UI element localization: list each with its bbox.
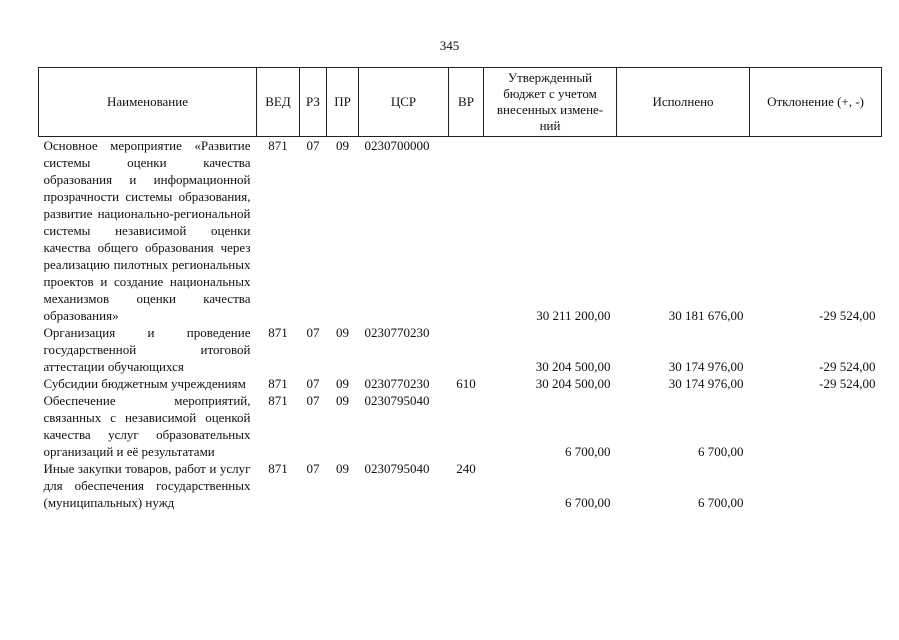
table-row [39,460,882,511]
row-csr: 0230795040 [364,393,430,408]
row-budget: 30 211 200,00 [536,308,611,323]
row-rz: 07 [306,138,320,153]
row-ved: 871 [268,393,288,408]
row-budget: 6 700,00 [565,495,611,510]
row-deviation [750,392,882,460]
row-vr: 240 [456,461,476,476]
row-name: Обеспечение мероприятий, связанных с независимой оценкой качества услуг образовательных организаций и её результатами [43,393,251,459]
row-ved: 871 [268,461,288,476]
row-rz: 07 [306,461,320,476]
header-executed: Исполнено [617,68,750,137]
row-budget: 6 700,00 [565,444,611,459]
row-pr: 09 [336,461,349,476]
row-rz: 07 [306,393,320,408]
row-deviation [750,460,882,511]
row-vr [449,324,484,375]
row-ved: 871 [268,325,288,340]
row-ved: 871 [268,376,288,391]
row-vr [449,392,484,460]
row-vr: 610 [456,376,476,391]
row-pr: 09 [336,393,349,408]
row-rz: 07 [306,325,320,340]
row-deviation: -29 524,00 [819,308,876,323]
row-executed: 30 174 976,00 [668,376,744,391]
header-row [39,68,882,137]
row-executed: 30 181 676,00 [668,308,744,323]
header-rz: РЗ [300,68,327,137]
row-budget: 30 204 500,00 [535,359,611,374]
row-name: Субсидии бюджетным учреждениям [43,376,246,391]
budget-table [38,67,882,511]
table-header [39,68,882,137]
header-budget: Утвержденный бюджет с учетом внесенных измене-ний [484,68,617,137]
row-executed: 30 174 976,00 [668,359,744,374]
table-row [39,392,882,460]
row-pr: 09 [336,138,349,153]
row-rz: 07 [306,376,320,391]
row-executed: 6 700,00 [698,444,744,459]
row-csr: 0230770230 [364,325,430,340]
row-deviation: -29 524,00 [819,376,876,391]
header-vr: ВР [449,68,484,137]
row-name: Организация и проведение государственной итоговой аттестации обучающихся [43,325,251,374]
row-budget: 30 204 500,00 [535,376,611,391]
header-ved: ВЕД [257,68,300,137]
row-name: Основное мероприятие «Развитие системы оценки качества образования и информационной прозрачности системы образования, развитие национально-региональной системы независимой оценки качества общего образования через реализацию пилотных региональных проектов и создание национальных механизмов оценки качества образования» [43,138,251,323]
row-vr [449,137,484,325]
header-deviation: Отклонение (+, -) [750,68,882,137]
header-pr: ПР [327,68,359,137]
table-row [39,324,882,375]
table-row [39,137,882,325]
row-csr: 0230700000 [364,138,430,153]
row-executed: 6 700,00 [698,495,744,510]
row-csr: 0230770230 [364,376,430,391]
row-name: Иные закупки товаров, работ и услуг для обеспечения государственных (муниципальных) нужд [43,461,251,510]
row-deviation: -29 524,00 [819,359,876,374]
table-row [39,375,882,392]
row-ved: 871 [268,138,288,153]
page-number: 345 [439,38,460,53]
header-csr: ЦСР [359,68,449,137]
row-csr: 0230795040 [364,461,430,476]
row-pr: 09 [336,376,349,391]
table-body [39,137,882,512]
row-pr: 09 [336,325,349,340]
header-name: Наименование [39,68,257,137]
budget-table-container [38,67,881,511]
